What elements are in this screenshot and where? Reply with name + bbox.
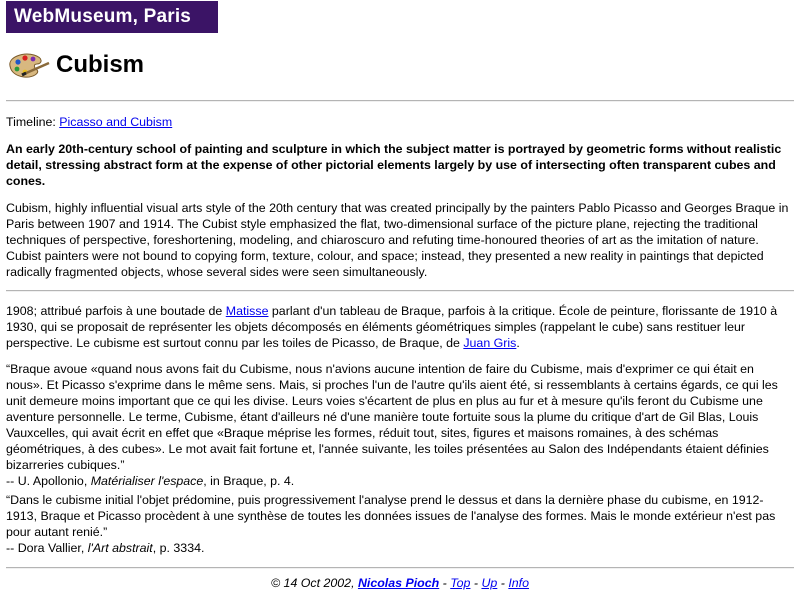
divider xyxy=(6,100,794,102)
citation-prefix: -- Dora Vallier, xyxy=(6,541,88,555)
site-title: WebMuseum, Paris xyxy=(14,6,192,27)
quote-apollonio xyxy=(6,361,792,489)
divider xyxy=(6,567,794,569)
palette-icon xyxy=(6,50,50,80)
citation-title: l'Art abstrait xyxy=(87,541,153,555)
separator: - xyxy=(439,576,451,590)
citation-suffix: , in Braque, p. 4. xyxy=(203,474,295,488)
site-banner[interactable] xyxy=(6,1,218,33)
timeline-label: Timeline: xyxy=(6,115,60,129)
quote-text: “Dans le cubisme initial l'objet prédomine, puis progressivement l'analyse prend le dessus et dans la dernière phase du cubisme, en 1912-1913, Braque et Picasso procèdent à une synthèse de toutes les données issues de l'analyse des formes. Mais le monde extérieur n'est pas pour autant renié.” xyxy=(6,493,776,539)
lead-definition: An early 20th-century school of painting and sculpture in which the subject matter is portrayed by geometric forms without realistic detail, stressing abstract form at the expense of other pictorial elements largely by use of intersecting often transparent cubes and cones. xyxy=(6,142,782,188)
footer xyxy=(0,576,800,590)
quote-citation xyxy=(6,540,792,556)
citation-prefix: -- U. Apollonio, xyxy=(6,474,91,488)
top-link[interactable]: Top xyxy=(450,576,471,590)
citation-title: Matérialiser l'espace xyxy=(90,474,204,488)
page-title: Cubism xyxy=(56,51,145,78)
quote-citation xyxy=(6,473,792,489)
page-heading xyxy=(6,50,144,80)
timeline-link[interactable]: Picasso and Cubism xyxy=(59,115,173,129)
french-text: . xyxy=(516,336,520,350)
divider xyxy=(6,290,794,292)
author-link[interactable]: Nicolas Pioch xyxy=(357,576,440,590)
french-text: parlant d'un tableau de Braque, parfois à la critique. École de peinture, florissante de 1910 à 1930, qui se proposait de représenter les objets décomposés en éléments géométriques simples (rappelant le cube) sans restituer leur perspective. Le cubisme est surtout connu par les toiles de Picasso, de Braque, de xyxy=(6,304,778,350)
up-link[interactable]: Up xyxy=(481,576,498,590)
timeline-line xyxy=(6,114,792,130)
citation-suffix: , p. 3334. xyxy=(152,541,205,555)
info-link[interactable]: Info xyxy=(508,576,529,590)
separator: - xyxy=(497,576,509,590)
french-definition xyxy=(6,303,792,351)
french-text: 1908; attribué parfois à une boutade de xyxy=(6,304,226,318)
quote-text: “Braque avoue «quand nous avons fait du Cubisme, nous n'avions aucune intention de faire du Cubisme, mais d'exprimer ce qui était en nous». Et Picasso s'exprime dans le même sens. Mais, si proches l'un de l'autre qu'ils aient été, si ressemblants à certains égards, ce qui les unit demeure moins important que ce qui les divise. Leurs voies s'écartent de plus en plus au fur et à mesure qu'ils feront du Cubisme une aventure personnelle. Le terme, Cubisme, étant d'ailleurs né d'une manière toute fortuite sous la plume du critique d'art de Gil Blas, Louis Vauxcelles, qui avait écrit en effet que «Braque méprise les formes, réduit tout, sites, figures et maisons romaines, à des schémas géométriques, à des cubes». Le mot avait fait fortune et, l'année suivante, les toiles présentées au Salon des Indépendants étaient définies bizarreries cubiques.” xyxy=(6,362,778,472)
copyright-text: © 14 Oct 2002, xyxy=(270,576,358,590)
description-paragraph: Cubism, highly influential visual arts style of the 20th century that was created principally by the painters Pablo Picasso and Georges Braque in Paris between 1907 and 1914. The Cubist style emphasized the flat, two-dimensional surface of the picture plane, rejecting the traditional techniques of perspective, foreshortening, modeling, and chiaroscuro and refuting time-honoured theories of art as the imitation of nature. Cubist painters were not bound to copying form, texture, colour, and space; instead, they presented a new reality in paintings that depicted radically fragmented objects, whose several sides were seen simultaneously. xyxy=(6,201,789,279)
quote-vallier xyxy=(6,492,792,556)
juan-gris-link[interactable]: Juan Gris xyxy=(463,336,517,350)
matisse-link[interactable]: Matisse xyxy=(225,304,269,318)
separator: - xyxy=(470,576,482,590)
